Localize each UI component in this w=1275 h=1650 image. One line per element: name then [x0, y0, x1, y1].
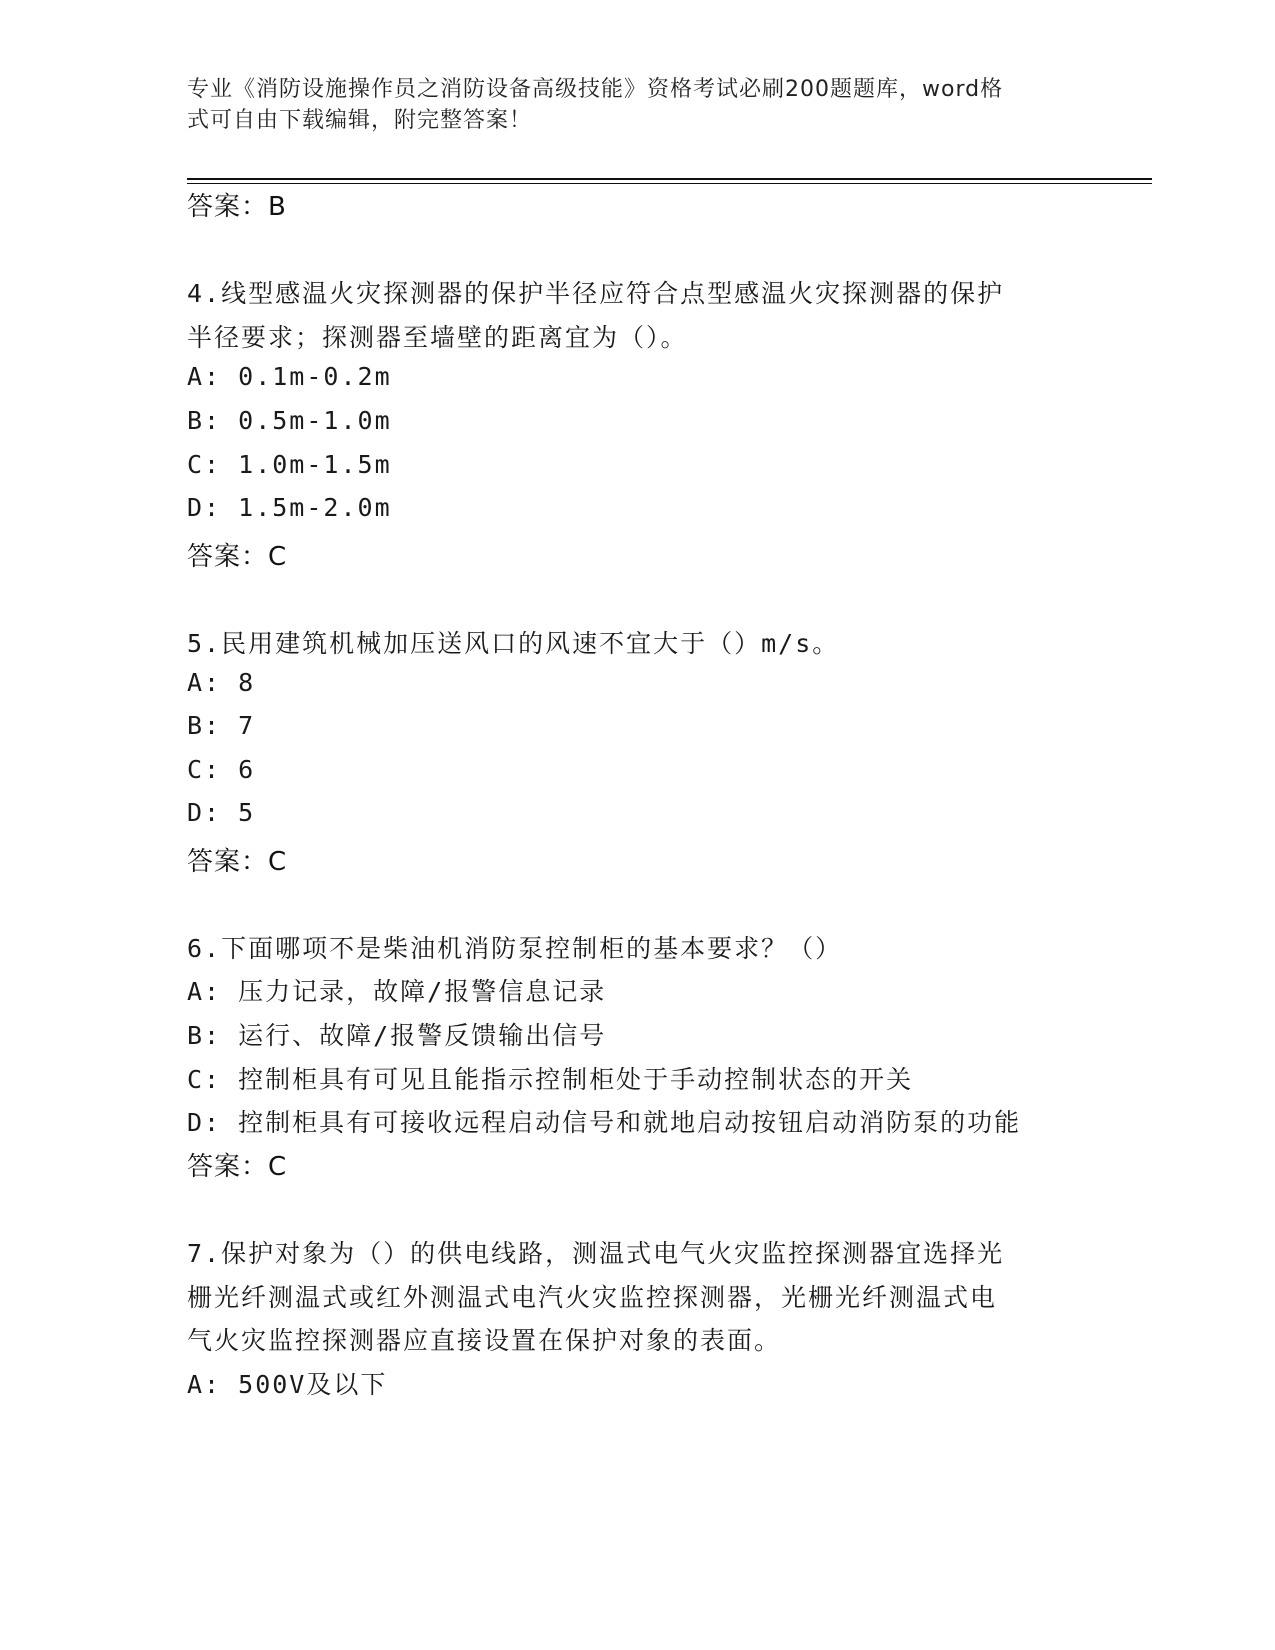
question-5-stem-line-1: 5.民用建筑机械加压送风口的风速不宜大于（）m/s。: [187, 629, 840, 658]
question-4-option-d: D: 1.5m-2.0m: [187, 493, 392, 522]
question-4-answer: 答案：C: [187, 542, 288, 572]
header-line-1: 专业《消防设施操作员之消防设备高级技能》资格考试必刷200题题库，word格: [187, 77, 1004, 102]
question-5-option-c: C: 6: [187, 755, 256, 784]
question-6-option-a: A: 压力记录，故障/报警信息记录: [187, 977, 607, 1006]
question-4-option-b: B: 0.5m-1.0m: [187, 406, 392, 435]
question-6-option-d: D: 控制柜具有可接收远程启动信号和就地启动按钮启动消防泵的功能: [187, 1108, 1022, 1137]
question-4-stem-line-1: 4.线型感温火灾探测器的保护半径应符合点型感温火灾探测器的保护: [187, 279, 1005, 308]
question-5-option-a: A: 8: [187, 668, 256, 697]
question-5-answer: 答案：C: [187, 847, 288, 877]
question-6-answer: 答案：C: [187, 1152, 288, 1182]
question-4-stem-line-2: 半径要求；探测器至墙壁的距离宜为（）。: [187, 323, 688, 352]
document-header: [187, 74, 1067, 136]
question-6-option-c: C: 控制柜具有可见且能指示控制柜处于手动控制状态的开关: [187, 1065, 914, 1094]
header-rule-thick: [187, 178, 1152, 180]
header-rule-thin: [187, 183, 1152, 184]
question-4-option-c: C: 1.0m-1.5m: [187, 450, 392, 479]
question-7-stem-line-3: 气火灾监控探测器应直接设置在保护对象的表面。: [187, 1326, 782, 1355]
header-line-2: 式可自由下载编辑，附完整答案！: [187, 108, 533, 133]
question-5-option-b: B: 7: [187, 711, 256, 740]
question-7-stem-line-1: 7.保护对象为（）的供电线路，测温式电气火灾监控探测器宜选择光: [187, 1239, 1005, 1268]
question-7-option-a: A: 500V及以下: [187, 1370, 388, 1399]
question-5-option-d: D: 5: [187, 798, 256, 827]
question-6-option-b: B: 运行、故障/报警反馈输出信号: [187, 1021, 607, 1050]
question-7-stem-line-2: 栅光纤测温式或红外测温式电汽火灾监控探测器，光栅光纤测温式电: [187, 1283, 998, 1312]
question-4-option-a: A: 0.1m-0.2m: [187, 362, 392, 391]
answer-previous: 答案：B: [187, 192, 287, 222]
question-6-stem-line-1: 6.下面哪项不是柴油机消防泵控制柜的基本要求？（）: [187, 934, 843, 963]
